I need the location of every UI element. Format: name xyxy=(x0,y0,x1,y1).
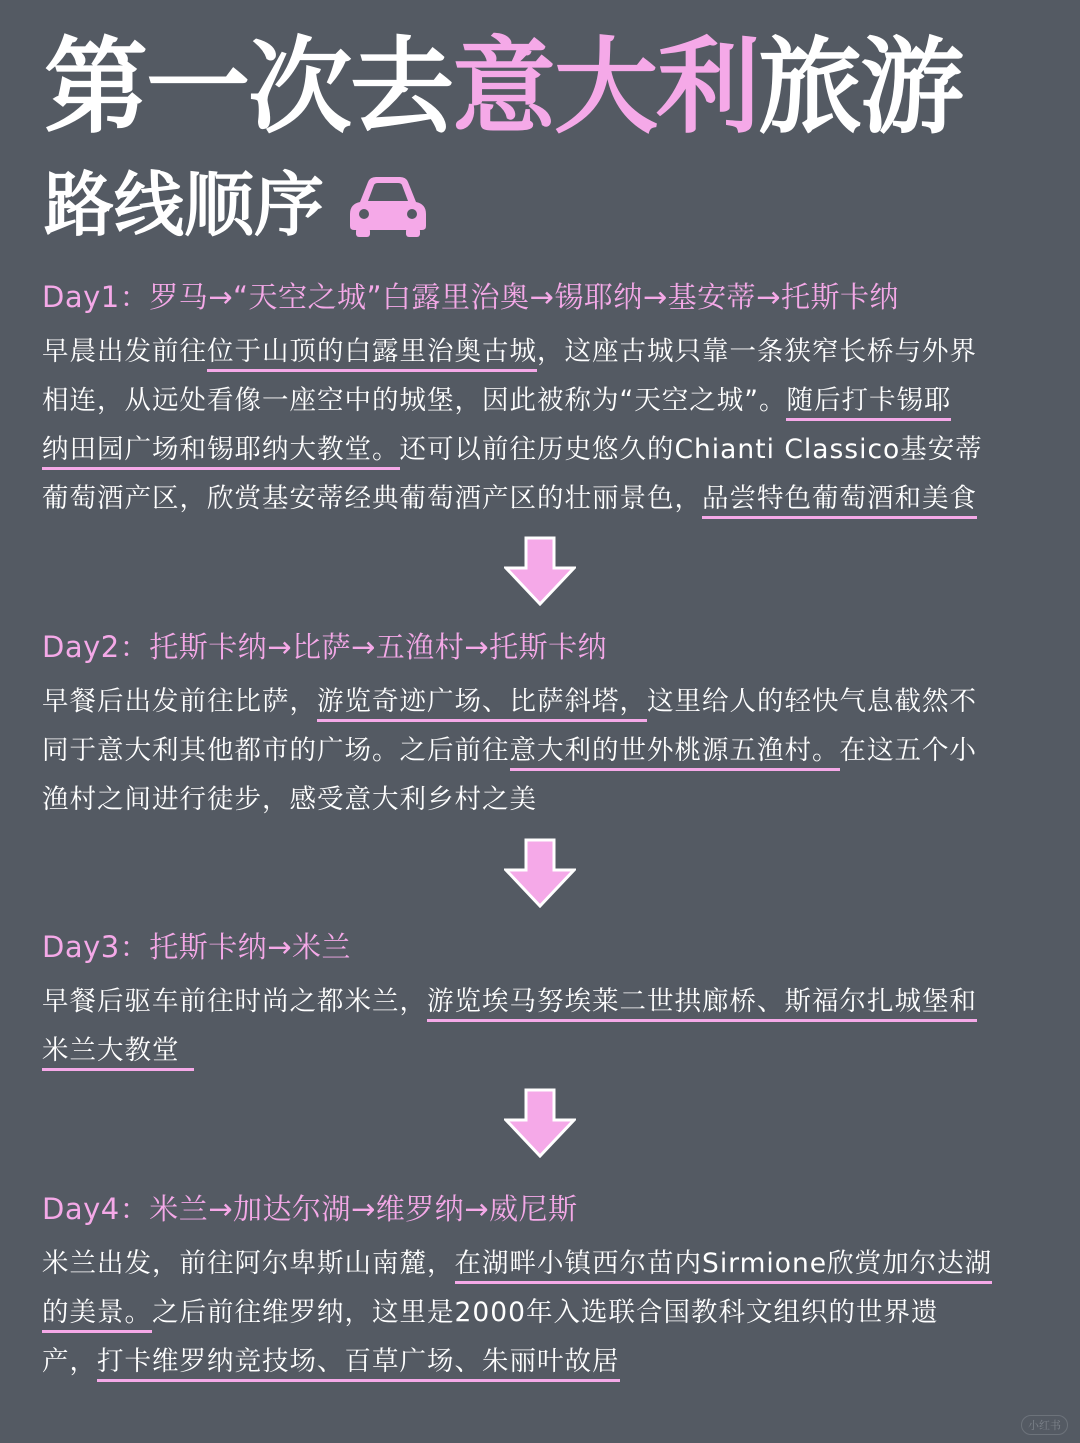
day1-body xyxy=(42,327,1042,523)
day1-section xyxy=(42,278,1042,523)
day2-heading: Day2：托斯卡纳→比萨→五渔村→托斯卡纳 xyxy=(42,630,608,664)
down-arrow-icon xyxy=(504,838,576,908)
text-segment: 早餐后出发前往比萨， xyxy=(42,686,317,717)
title-part1: 第一次去 xyxy=(44,26,453,148)
text-segment: 相连，从远处看像一座空中的城堡，因此被称为“天空之城”。 xyxy=(42,385,787,416)
highlight-segment: 位于山顶的白露里治奥古城 xyxy=(207,336,537,372)
text-segment: 早餐后驱车前往时尚之都米兰， xyxy=(42,986,427,1017)
highlight-segment: 意大利的世外桃源五渔村。 xyxy=(510,735,840,771)
highlight-segment: 打卡维罗纳竞技场、百草广场、朱丽叶故居 xyxy=(97,1346,620,1382)
day3-body xyxy=(42,977,1042,1075)
day3-section xyxy=(42,928,1042,1075)
down-arrow-icon xyxy=(504,1088,576,1158)
text-segment: 这里给人的轻快气息截然不 xyxy=(647,686,977,717)
day2-section xyxy=(42,628,1042,824)
text-segment: 产， xyxy=(42,1346,97,1377)
text-segment: 渔村之间进行徒步，感受意大利乡村之美 xyxy=(42,784,537,815)
text-segment: 同于意大利其他都市的广场。之后前往 xyxy=(42,735,510,766)
day3-heading: Day3：托斯卡纳→米兰 xyxy=(42,930,352,964)
subtitle xyxy=(44,160,430,250)
text-segment: 葡萄酒产区，欣赏基安蒂经典葡萄酒产区的壮丽景色， xyxy=(42,483,702,514)
day4-section xyxy=(42,1190,1042,1386)
text-segment: 之后前往维罗纳，这里是2000年入选联合国教科文组织的世界遗 xyxy=(152,1297,939,1328)
day4-heading: Day4：米兰→加达尔湖→维罗纳→威尼斯 xyxy=(42,1192,578,1226)
day1-heading: Day1：罗马→“天空之城”白露里治奥→锡耶纳→基安蒂→托斯卡纳 xyxy=(42,280,899,314)
watermark: 小红书 xyxy=(1021,1415,1068,1435)
title-accent: 意大利 xyxy=(452,26,759,148)
highlight-segment: 在湖畔小镇西尔苗内Sirmione欣赏加尔达湖 xyxy=(455,1248,993,1284)
text-segment: 还可以前往历史悠久的Chianti Classico基安蒂 xyxy=(399,434,983,465)
text-segment: 米兰出发，前往阿尔卑斯山南麓， xyxy=(42,1248,455,1279)
title-part2: 旅游 xyxy=(758,26,963,148)
highlight-segment: 游览埃马努埃莱二世拱廊桥、斯福尔扎城堡和 xyxy=(427,986,977,1022)
highlight-segment: 米兰大教堂 xyxy=(42,1035,194,1071)
highlight-segment: 随后打卡锡耶 xyxy=(786,385,951,421)
day4-body xyxy=(42,1239,1042,1386)
highlight-segment: 的美景。 xyxy=(42,1297,152,1333)
text-segment: ，这座古城只靠一条狭窄长桥与外界 xyxy=(537,336,977,367)
highlight-segment: 品尝特色葡萄酒和美食 xyxy=(702,483,977,519)
car-icon xyxy=(346,172,430,238)
down-arrow-icon xyxy=(504,536,576,606)
text-segment: 在这五个小 xyxy=(839,735,977,766)
highlight-segment: 纳田园广场和锡耶纳大教堂。 xyxy=(42,434,400,470)
text-segment: 早晨出发前往 xyxy=(42,336,207,367)
subtitle-text: 路线顺序 xyxy=(44,164,324,246)
highlight-segment: 游览奇迹广场、比萨斜塔， xyxy=(317,686,647,722)
day2-body xyxy=(42,677,1042,824)
page-title xyxy=(44,22,962,152)
